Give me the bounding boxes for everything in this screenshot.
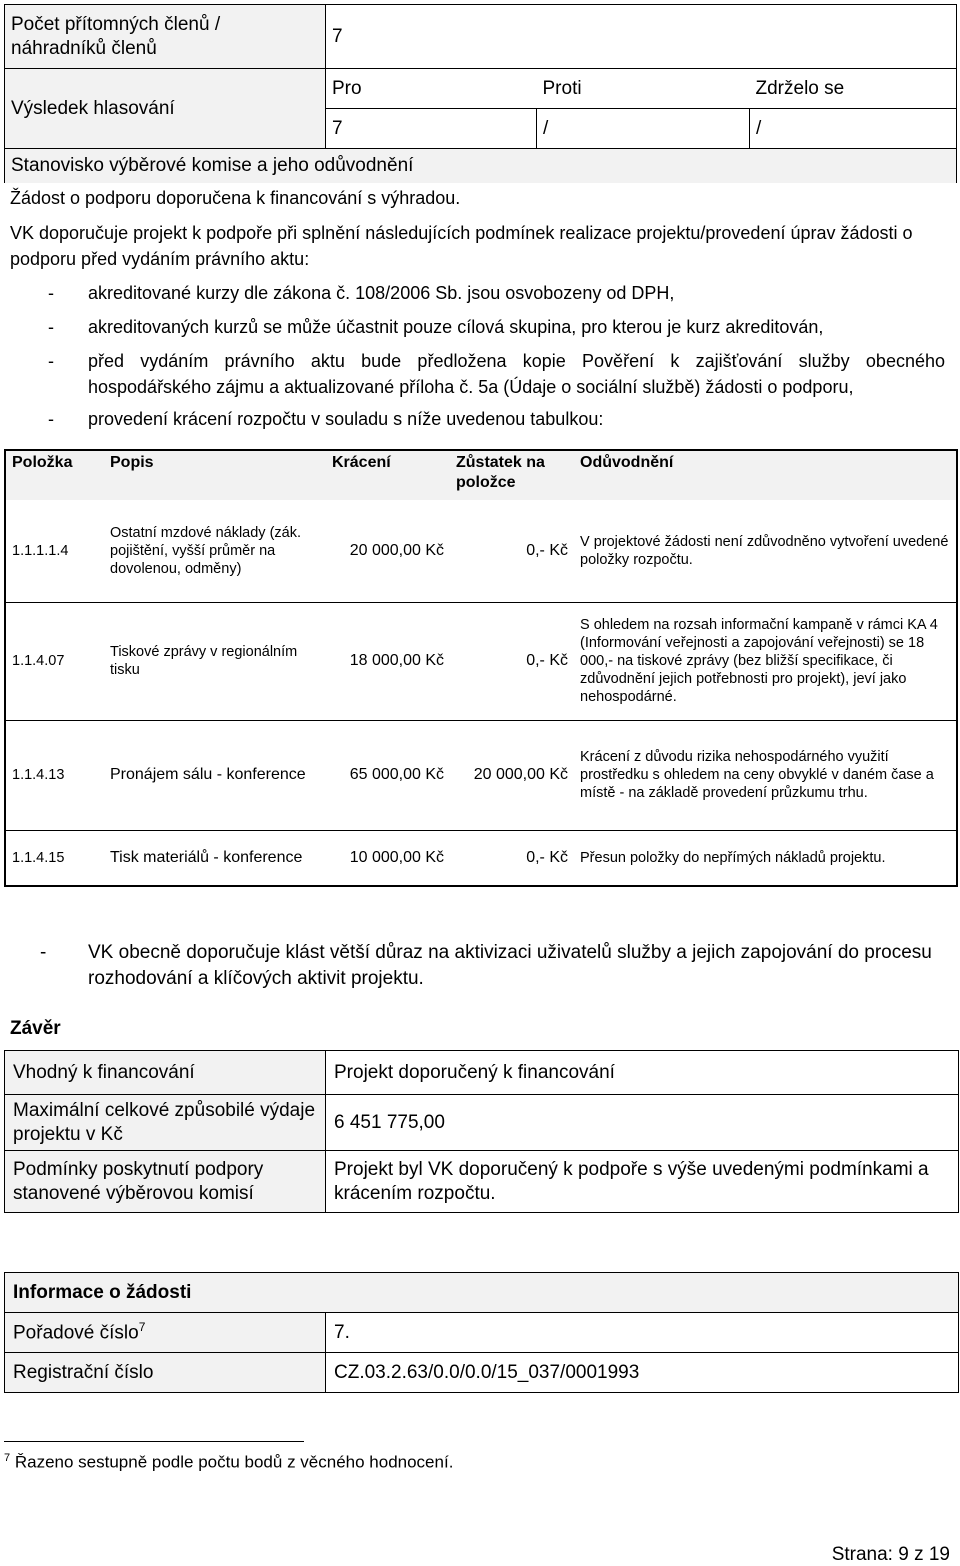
list-item: - akreditovaných kurzů se může účastnit pouze cílová skupina, pro kterou je kurz akreditován,	[4, 314, 949, 340]
table-row: 1.1.4.15 Tisk materiálů - konference 10 000,00 Kč 0,- Kč Přesun položky do nepřímých nákladů projektu.	[5, 830, 957, 886]
list-item: - akreditované kurzy dle zákona č. 108/2006 Sb. jsou osvobozeny od DPH,	[4, 280, 949, 306]
dash: -	[48, 283, 54, 303]
footnote-text: Řazeno sestupně podle počtu bodů z věcného hodnocení.	[14, 1452, 454, 1472]
footnote-mark: 7	[4, 1452, 11, 1464]
statement-line2: VK doporučuje projekt k podpoře při splnění následujících podmínek realizace projektu/provedení úprav žádosti o podporu před vydáním právního aktu:	[10, 223, 913, 269]
header-zustatek: Zůstatek na položce	[450, 450, 574, 500]
voting-table	[4, 4, 957, 183]
val-pro: 7	[326, 109, 537, 149]
order-value: 7.	[326, 1313, 959, 1353]
conclusion-table	[4, 1050, 959, 1213]
table-row: 1.1.1.1.4 Ostatní mzdové náklady (zák. pojištění, vyšší průměr na dovolenou, odměny) 20 000,00 Kč 0,- Kč V projektové žádosti není zdůvodněno vytvoření uvedené položky rozpočtu.	[12, 524, 949, 577]
dash: -	[48, 409, 54, 429]
reg-value: CZ.03.2.63/0.0/0.0/15_037/0001993	[326, 1353, 959, 1393]
val-zdrzelo: /	[750, 109, 957, 149]
list-item: - před vydáním právního aktu bude předložena kopie Pověření k zajišťování služby obecného hospodářského zájmu a aktualizované příloha č. 5a (Údaje o sociální službě) žádosti o podporu,	[4, 348, 949, 400]
table-row: Podmínky poskytnutí podpory stanovené výběrovou komisí Projekt byl VK doporučený k podpoře s výše uvedenými podmínkami a krácením rozpočtu.	[5, 1151, 959, 1213]
footnote-ref: 7	[138, 1320, 146, 1335]
statement-block	[4, 185, 949, 432]
table-row	[5, 1353, 959, 1393]
col-proti: Proti	[537, 69, 750, 109]
members-label: Počet přítomných členů / náhradníků členů	[5, 5, 326, 69]
statement-label: Stanovisko výběrové komise a jeho odůvodnění	[5, 149, 957, 183]
application-info-table	[4, 1272, 959, 1393]
extra-recommendation	[4, 940, 956, 992]
reg-label: Registrační číslo	[5, 1353, 326, 1393]
header-oduvodneni: Odůvodnění	[574, 450, 957, 500]
statement-line1: Žádost o podporu doporučena k financování s výhradou.	[10, 188, 461, 208]
header-popis: Popis	[104, 450, 326, 500]
val-proti: /	[537, 109, 750, 149]
header-kraceni: Krácení	[326, 450, 450, 500]
dash: -	[40, 942, 47, 963]
page-number: Strana: 9 z 19	[831, 1544, 950, 1565]
table-row: 1.1.4.13 Pronájem sálu - konference 65 000,00 Kč 20 000,00 Kč Krácení z důvodu rizika nehospodárného využití prostředku s ohledem na ceny obvyklé v daném čase a místě - na základě provedení průzkumu trhu.	[5, 720, 957, 830]
table-row: Vhodný k financování Projekt doporučený k financování	[5, 1051, 959, 1095]
list-item: - provedení krácení rozpočtu v souladu s níže uvedenou tabulkou:	[4, 406, 949, 432]
extra-recommendation-text: VK obecně doporučuje klást větší důraz na aktivizaci uživatelů služby a jejich zapojování do procesu rozhodování a klíčových aktivit projektu.	[88, 942, 932, 989]
conditions-list	[4, 280, 949, 432]
table-row: Maximální celkové způsobilé výdaje projektu v Kč 6 451 775,00	[5, 1095, 959, 1151]
dash: -	[48, 351, 54, 371]
dash: -	[48, 317, 54, 337]
members-value: 7	[326, 5, 957, 69]
header-polozka: Položka	[5, 450, 104, 500]
table-row: 1.1.4.07 Tiskové zprávy v regionálním tisku 18 000,00 Kč 0,- Kč S ohledem na rozsah informační kampaně v rámci KA 4 (Informování veřejnosti a zapojování veřejnosti) se 18 000,- na tiskové zprávy (bez bližší specifikace, či zdůvodnění jejich potřebnosti pro projekt), jeví jako nehospodárné.	[5, 602, 957, 720]
order-label: Pořadové číslo$^7$	[5, 1313, 326, 1353]
result-label: Výsledek hlasování	[5, 69, 326, 149]
info-heading: Informace o žádosti	[5, 1273, 959, 1313]
col-pro: Pro	[326, 69, 537, 109]
table-row	[5, 1313, 959, 1353]
footnote	[4, 1452, 453, 1473]
conclusion-heading: Závěr	[10, 1018, 61, 1039]
footnote-divider	[4, 1441, 304, 1442]
budget-cuts-table	[4, 449, 958, 887]
col-zdrzelo: Zdrželo se	[750, 69, 957, 109]
